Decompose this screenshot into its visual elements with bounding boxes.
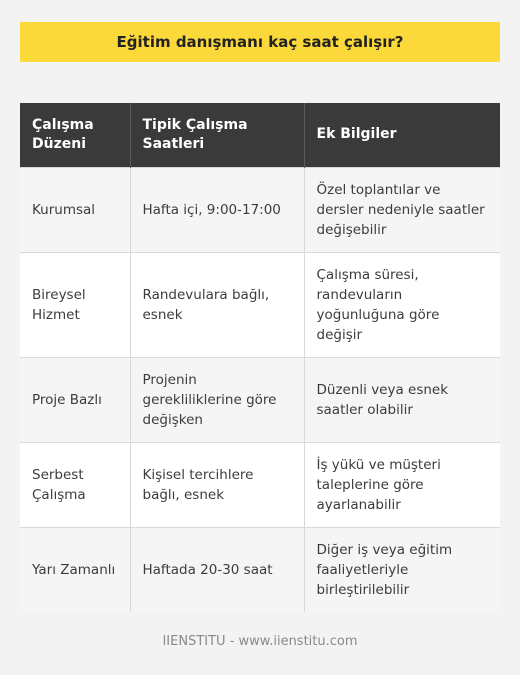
- table-cell: Bireysel Hizmet: [20, 252, 130, 357]
- table-cell: Haftada 20-30 saat: [130, 527, 304, 612]
- column-header: Ek Bilgiler: [304, 103, 500, 167]
- table-row: [20, 167, 500, 252]
- footer-credit: IIENSTITU - www.iienstitu.com: [162, 634, 358, 649]
- table-cell: Projenin gerekliliklerine göre değişken: [130, 357, 304, 442]
- table-cell: Proje Bazlı: [20, 357, 130, 442]
- table-cell: Kişisel tercihlere bağlı, esnek: [130, 442, 304, 527]
- table-cell: Hafta içi, 9:00-17:00: [130, 167, 304, 252]
- work-hours-table: [20, 103, 500, 612]
- table-header-row: [20, 103, 500, 167]
- table-row: [20, 527, 500, 612]
- table-cell: Özel toplantılar ve dersler nedeniyle saatler değişebilir: [304, 167, 500, 252]
- table-cell: Yarı Zamanlı: [20, 527, 130, 612]
- column-header: Çalışma Düzeni: [20, 103, 130, 167]
- table-cell: Randevulara bağlı, esnek: [130, 252, 304, 357]
- table-cell: Kurumsal: [20, 167, 130, 252]
- table-row: [20, 357, 500, 442]
- table-cell: Düzenli veya esnek saatler olabilir: [304, 357, 500, 442]
- table-cell: Serbest Çalışma: [20, 442, 130, 527]
- table-cell: İş yükü ve müşteri taleplerine göre ayarlanabilir: [304, 442, 500, 527]
- table-cell: Diğer iş veya eğitim faaliyetleriyle birleştirilebilir: [304, 527, 500, 612]
- column-header: Tipik Çalışma Saatleri: [130, 103, 304, 167]
- table-row: [20, 252, 500, 357]
- page-title: Eğitim danışmanı kaç saat çalışır?: [20, 22, 500, 62]
- table-row: [20, 442, 500, 527]
- table-cell: Çalışma süresi, randevuların yoğunluğuna göre değişir: [304, 252, 500, 357]
